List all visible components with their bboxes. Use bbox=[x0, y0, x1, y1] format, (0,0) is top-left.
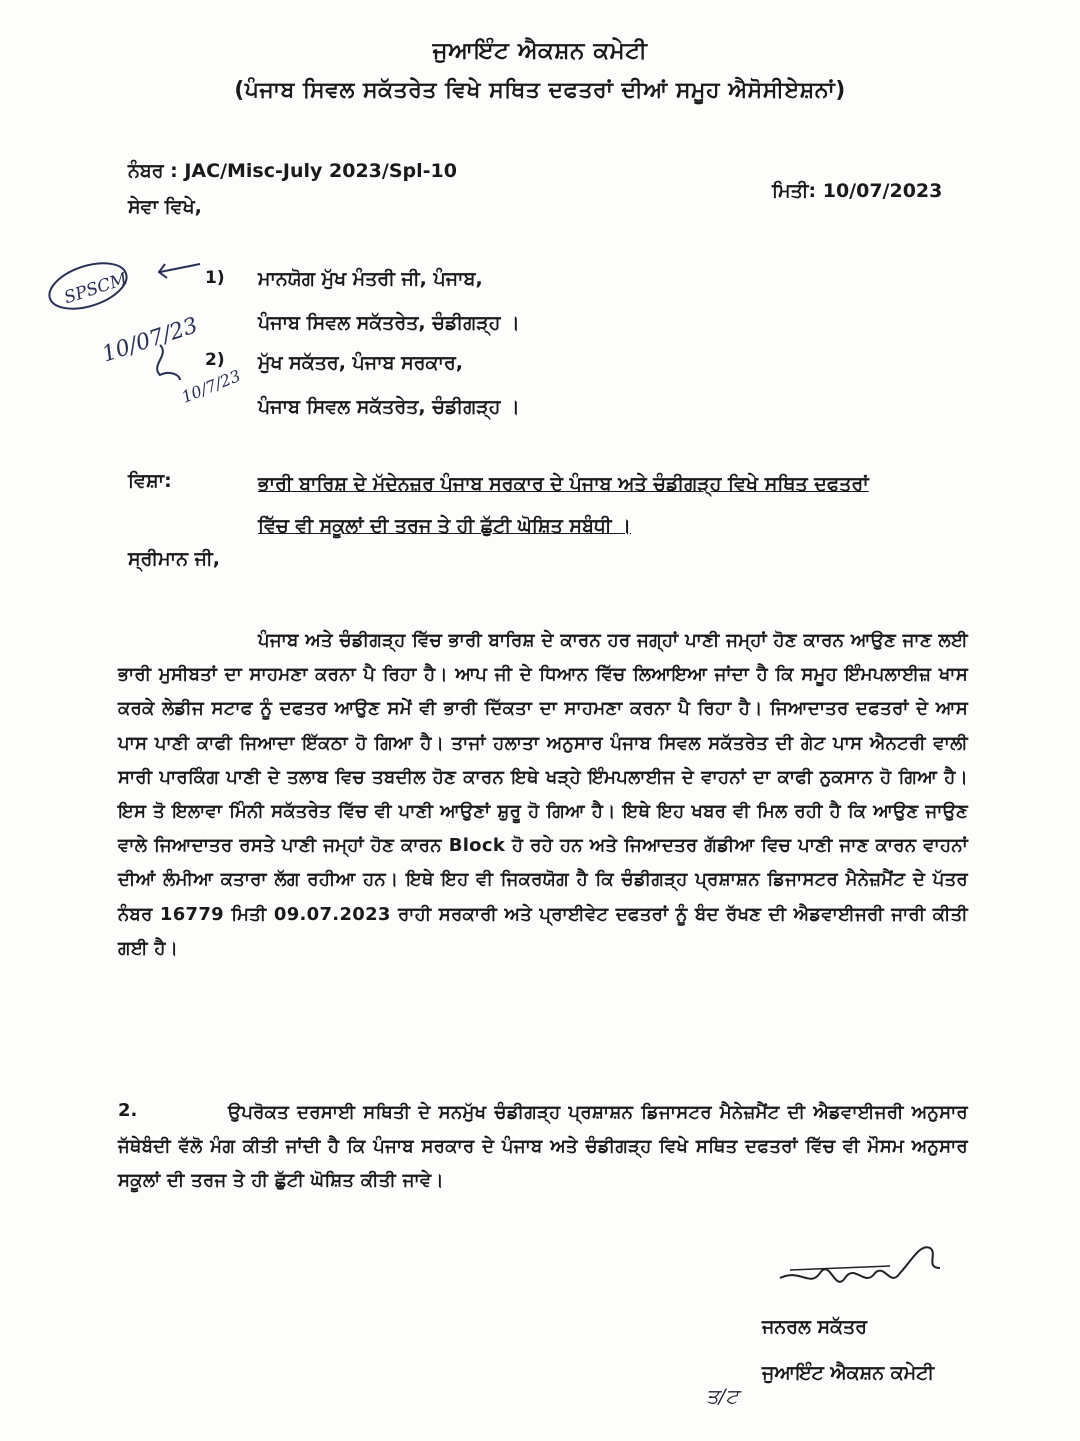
handwritten-date-1: 10/07/23 bbox=[99, 313, 201, 368]
subject-line-1: ਭਾਰੀ ਬਾਰਿਸ਼ ਦੇ ਮੱਦੇਨਜ਼ਰ ਪੰਜਾਬ ਸਰਕਾਰ ਦੇ ਪੰਜਾਬ ਅਤੇ ਚੰਡੀਗੜ੍ਹ ਵਿਖੇ ਸਥਿਤ ਦਫਤਰਾਂ bbox=[258, 473, 869, 495]
handwritten-scribble bbox=[157, 345, 180, 380]
date-value: 10/07/2023 bbox=[822, 180, 943, 202]
paragraph-1: ਪੰਜਾਬ ਅਤੇ ਚੰਡੀਗੜ੍ਹ ਵਿੱਚ ਭਾਰੀ ਬਾਰਿਸ਼ ਦੇ ਕਾਰਨ ਹਰ ਜਗ੍ਹਾਂ ਪਾਣੀ ਜਮ੍ਹਾਂ ਹੋਣ ਕਾਰਨ ਆਉਣ ਜਾਣ ਲਈ ਭਾਰੀ ਮੁਸੀਬਤਾਂ ਦਾ ਸਾਹਮਣਾ ਕਰਨਾ ਪੈ ਰਿਹਾ ਹੈ। ਆਪ ਜੀ ਦੇ ਧਿਆਨ ਵਿੱਚ ਲਿਆਇਆ ਜਾਂਦਾ ਹੈ ਕਿ ਸਮੂਹ ਇੰਮਪਲਾਈਜ਼ ਖਾਸ ਕਰਕੇ ਲੇਡੀਜ ਸਟਾਫ ਨੂੰ ਦਫਤਰ ਆਉਣ ਸਮੇਂ ਵੀ ਭਾਰੀ ਦਿੱਕਤਾ ਦਾ ਸਾਹਮਣਾ ਕਰਨਾ ਪੈ ਰਿਹਾ ਹੈ। ਜਿਆਦਾਤਰ ਦਫਤਰਾਂ ਦੇ ਆਸ ਪਾਸ ਪਾਣੀ ਕਾਫੀ ਜਿਆਦਾ ਇੱਕਠਾ ਹੋ ਗਿਆ ਹੈ। ਤਾਜਾਂ ਹਲਾਤਾ ਅਨੁਸਾਰ ਪੰਜਾਬ ਸਿਵਲ ਸਕੱਤਰੇਤ ਦੀ ਗੇਟ ਪਾਸ ਐਨਟਰੀ ਵਾਲੀ ਸਾਰੀ ਪਾਰਕਿੰਗ ਪਾਣੀ ਦੇ ਤਲਾਬ ਵਿਚ ਤਬਦੀਲ ਹੋਣ ਕਾਰਨ ਇਥੇ ਖੜ੍ਹੇ ਇੰਮਪਲਾਈਜ ਦੇ ਵਾਹਨਾਂ ਦਾ ਕਾਫੀ ਨੁਕਸਾਨ ਹੋ ਗਿਆ ਹੈ। ਇਸ ਤੋ ਇਲਾਵਾ ਮਿੰਨੀ ਸਕੱਤਰੇਤ ਵਿੱਚ ਵੀ ਪਾਣੀ ਆਉਣਾਂ ਸ਼ੁਰੂ ਹੋ ਗਿਆ ਹੈ। ਇਥੇ ਇਹ ਖਬਰ ਵੀ ਮਿਲ ਰਹੀ ਹੈ ਕਿ ਆਉਣ ਜਾਉਣ ਵਾਲੇ ਜਿਆਦਾਤਰ ਰਸਤੇ ਪਾਣੀ ਜਮ੍ਹਾਂ ਹੋਣ ਕਾਰਨ Block ਹੋ ਰਹੇ ਹਨ ਅਤੇ ਜਿਆਦਤਰ ਗੱਡੀਆ ਵਿਚ ਪਾਣੀ ਜਾਣ ਕਾਰਨ ਵਾਹਨਾਂ ਦੀਆਂ ਲੰਮੀਆ ਕਤਾਰਾ ਲੱਗ ਰਹੀਆ ਹਨ। ਇਥੇ ਇਹ ਵੀ ਜਿਕਰਯੋਗ ਹੈ ਕਿ ਚੰਡੀਗੜ੍ਹ ਪ੍ਰਸ਼ਾਸ਼ਨ ਡਿਜਾਸਟਰ ਮੈਨੇਜ਼ਮੈਂਟ ਦੇ ਪੱਤਰ ਨੰਬਰ 16779 ਮਿਤੀ 09.07.2023 ਰਾਹੀ ਸਰਕਾਰੀ ਅਤੇ ਪ੍ਰਾਈਵੇਟ ਦਫਤਰਾਂ ਨੂੰ ਬੰਦ ਰੱਖਣ ਦੀ ਐਡਵਾਈਜਰੀ ਜਾਰੀ ਕੀਤੀ ਗਈ ਹੈ। bbox=[118, 630, 968, 959]
greeting: ਸ੍ਰੀਮਾਨ ਜੀ, bbox=[128, 548, 220, 570]
addressee-2-line1: ਮੁੱਖ ਸਕੱਤਰ, ਪੰਜਾਬ ਸਰਕਾਰ, bbox=[258, 352, 463, 374]
reference-label: ਨੰਬਰ : bbox=[128, 160, 178, 182]
addressee-2-line2: ਪੰਜਾਬ ਸਿਵਲ ਸਕੱਤਰੇਤ, ਚੰਡੀਗੜ੍ਹ । bbox=[258, 396, 520, 418]
paragraph-2: ਉਪਰੋਕਤ ਦਰਸਾਈ ਸਥਿਤੀ ਦੇ ਸਨਮੁੱਖ ਚੰਡੀਗੜ੍ਹ ਪ੍ਰਸ਼ਾਸ਼ਨ ਡਿਜਾਸਟਰ ਮੈਨੇਜ਼ਮੈਂਟ ਦੀ ਐਡਵਾਈਜਰੀ ਅਨੁਸਾਰ ਜੱਥੇਬੰਦੀ ਵੱਲੋ ਮੰਗ ਕੀਤੀ ਜਾਂਦੀ ਹੈ ਕਿ ਪੰਜਾਬ ਸਰਕਾਰ ਦੇ ਪੰਜਾਬ ਅਤੇ ਚੰਡੀਗੜ੍ਹ ਵਿਖੇ ਸਥਿਤ ਦਫਤਰਾਂ ਵਿੱਚ ਵੀ ਮੌਸਮ ਅਨੁਸਾਰ ਸਕੂਲਾਂ ਦੀ ਤਰਜ ਤੇ ਹੀ ਛੁੱਟੀ ਘੋਸ਼ਿਤ ਕੀਤੀ ਜਾਵੇ। bbox=[118, 1102, 968, 1192]
handwritten-notes bbox=[40, 250, 260, 420]
date-label: ਮਿਤੀ: bbox=[772, 180, 817, 202]
org-name: ਜੁਆਇੰਟ ਐਕਸ਼ਨ ਕਮੇਟੀ bbox=[432, 38, 648, 64]
reference-number: JAC/Misc-July 2023/Spl-10 bbox=[184, 160, 457, 182]
subject-label: ਵਿਸ਼ਾ: bbox=[128, 470, 172, 492]
paragraph-2-number: 2. bbox=[118, 1100, 138, 1121]
addressee-1-number: 1) bbox=[205, 268, 225, 288]
handwritten-initials: ਤ/ਟ bbox=[706, 1384, 739, 1408]
subject-line-2: ਵਿੱਚ ਵੀ ਸਕੂਲਾਂ ਦੀ ਤਰਜ ਤੇ ਹੀ ਛੁੱਟੀ ਘੋਸ਼ਿਤ ਸਬੰਧੀ । bbox=[258, 515, 632, 537]
addressee-1-line2: ਪੰਜਾਬ ਸਿਵਲ ਸਕੱਤਰੇਤ, ਚੰਡੀਗੜ੍ਹ । bbox=[258, 312, 520, 334]
signatory-organisation: ਜੁਆਇੰਟ ਐਕਸ਼ਨ ਕਮੇਟੀ bbox=[762, 1362, 935, 1384]
arrow-mark-icon bbox=[159, 264, 200, 278]
stamp-text: SPSCM bbox=[61, 269, 130, 309]
addressee-1-line1: ਮਾਨਯੋਗ ਮੁੱਖ ਮੰਤਰੀ ਜੀ, ਪੰਜਾਬ, bbox=[258, 268, 483, 290]
reference-line bbox=[128, 160, 457, 182]
salutation-to: ਸੇਵਾ ਵਿਖੇ, bbox=[128, 196, 202, 218]
handwritten-date-2: 10/7/23 bbox=[178, 366, 244, 407]
signatory-designation: ਜਨਰਲ ਸਕੱਤਰ bbox=[762, 1316, 868, 1338]
date-line bbox=[772, 180, 942, 202]
org-subtitle: (ਪੰਜਾਬ ਸਿਵਲ ਸਕੱਤਰੇਤ ਵਿਖੇ ਸਥਿਤ ਦਫਤਰਾਂ ਦੀਆਂ ਸਮੂਹ ਐਸੋਸੀਏਸ਼ਨਾਂ) bbox=[234, 78, 846, 103]
addressee-2-number: 2) bbox=[205, 350, 225, 370]
signature-scribble bbox=[770, 1238, 970, 1308]
